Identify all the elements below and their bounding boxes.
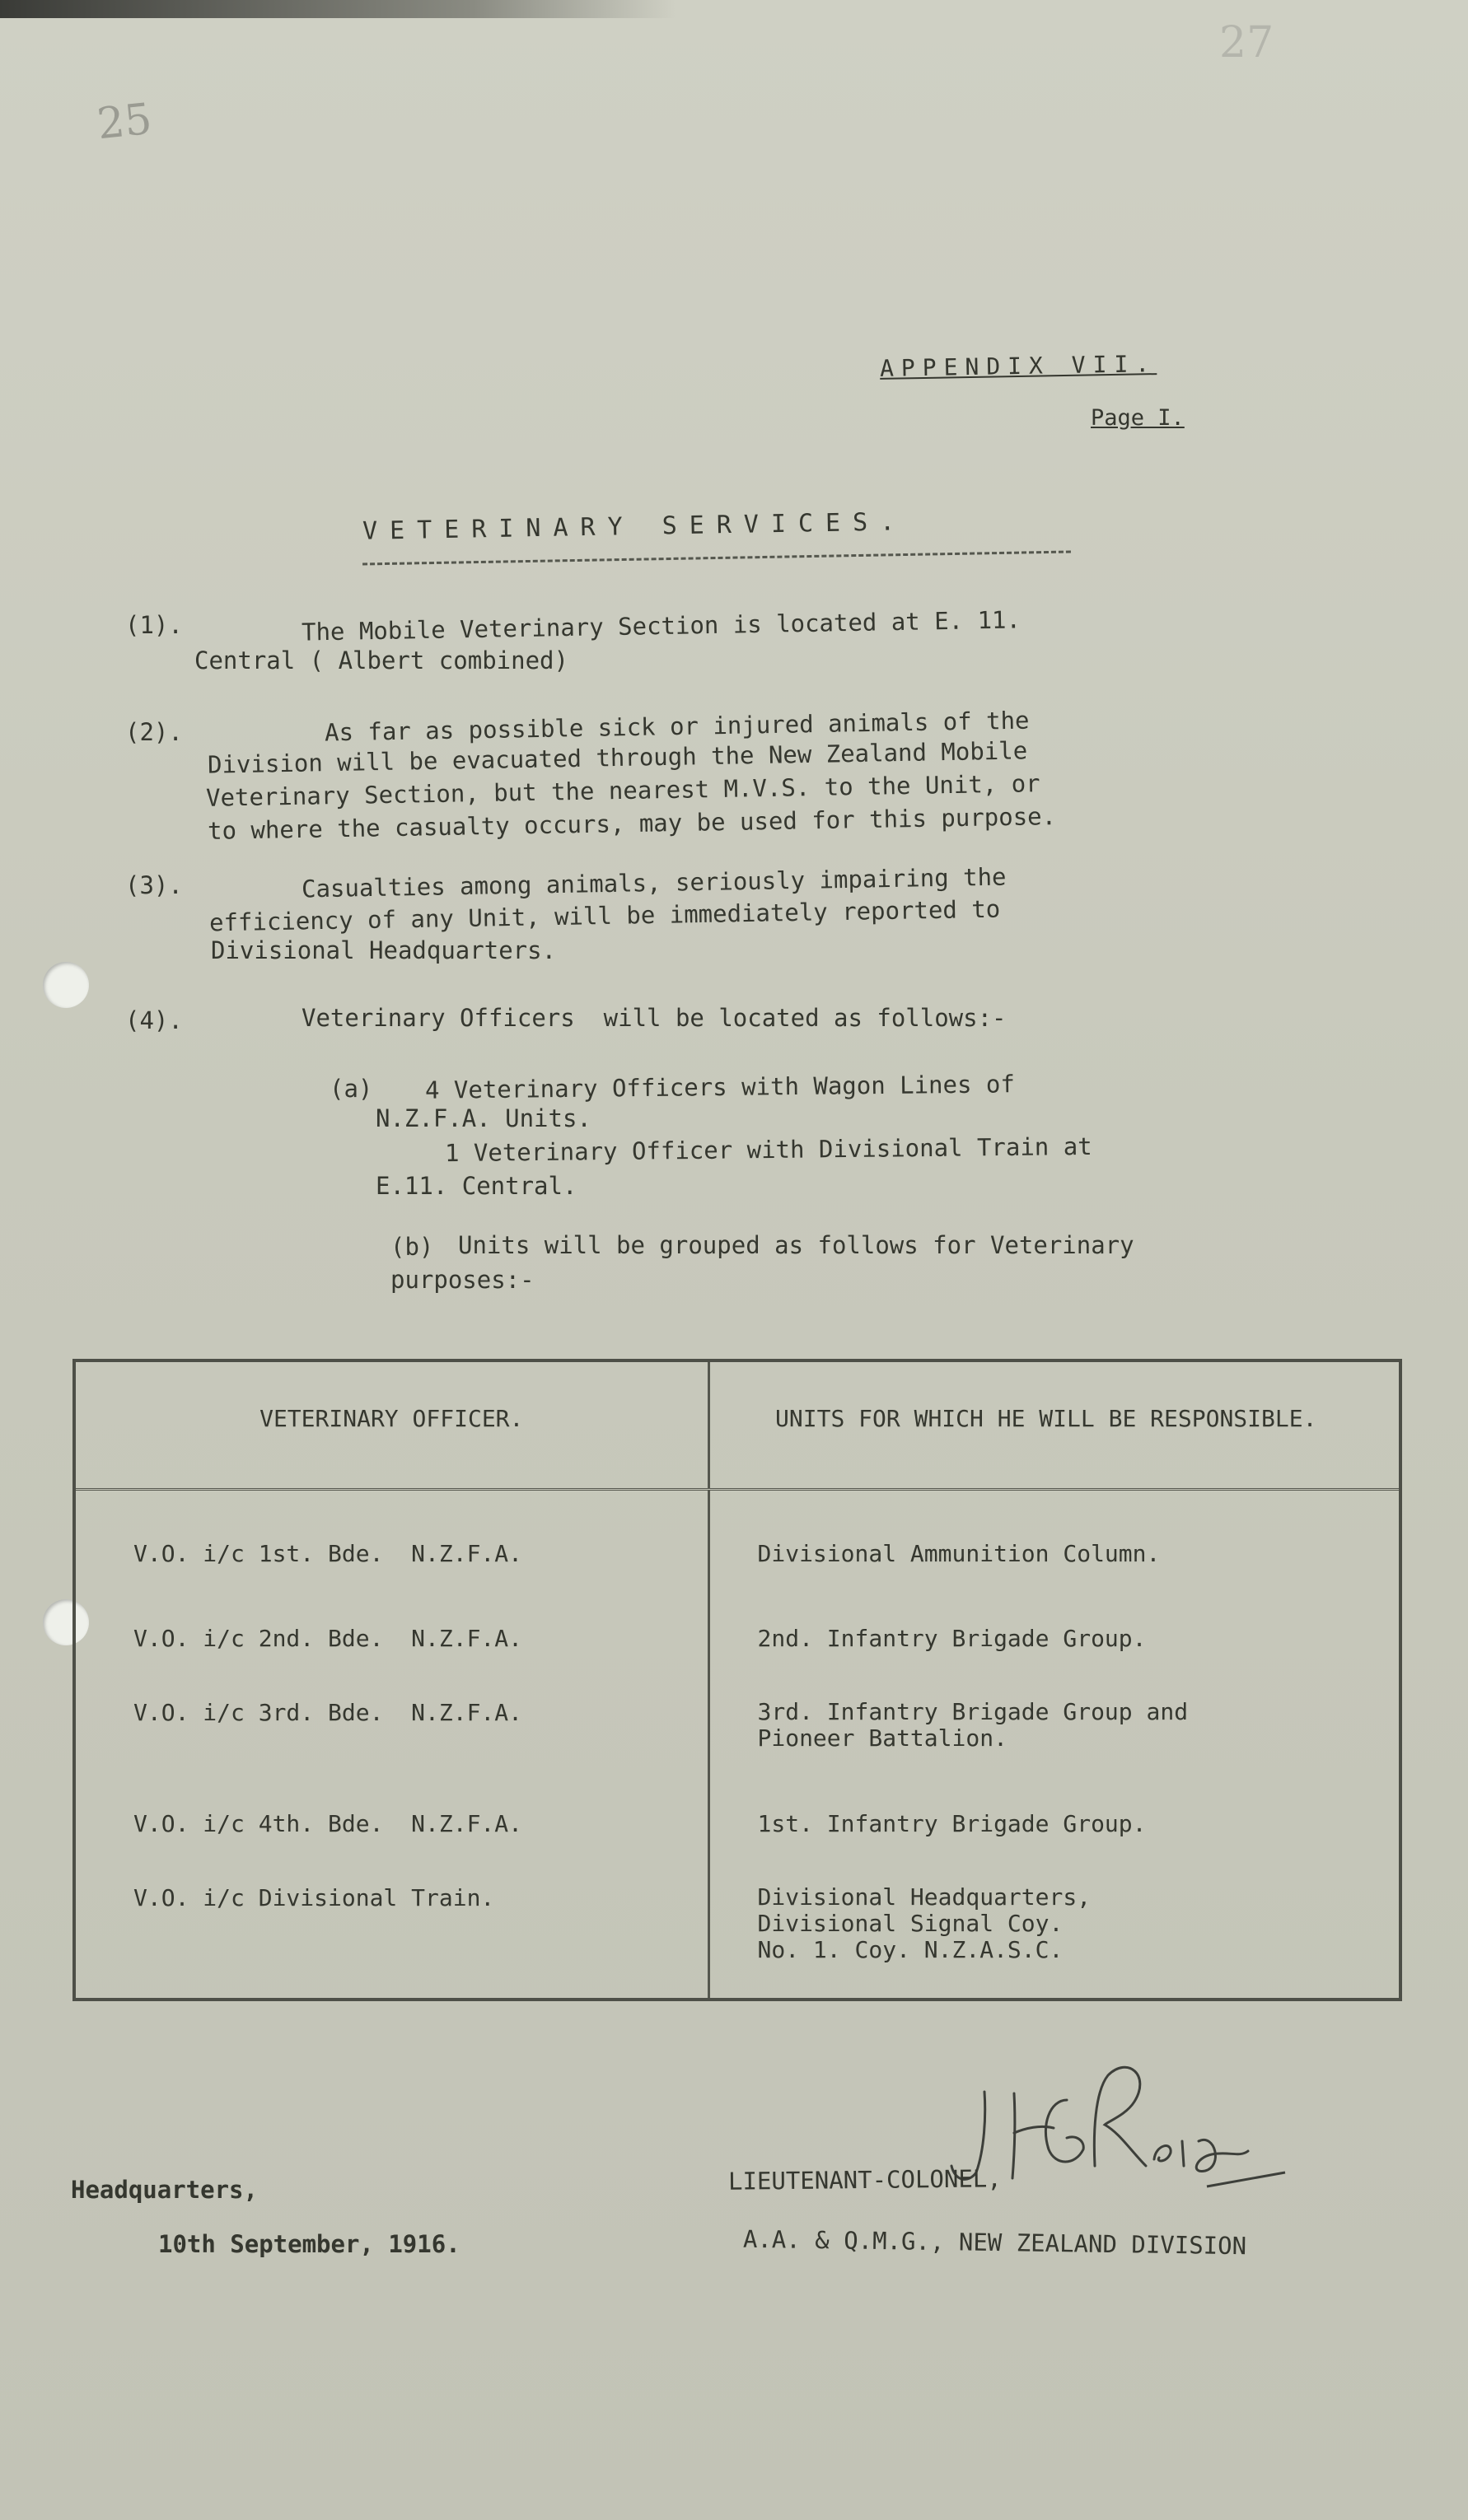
signature-appointment: A.A. & Q.M.G., NEW ZEALAND DIVISION xyxy=(742,2224,1247,2261)
paragraph-line: Divisional Headquarters. xyxy=(211,936,557,964)
table-cell-officer: V.O. i/c 3rd. Bde. N.Z.F.A. xyxy=(74,1674,708,1785)
paragraph-line: Casualties among animals, seriously impairing the xyxy=(301,862,1007,903)
paragraph-line: to where the casualty occurs, may be used for this purpose. xyxy=(207,802,1057,845)
paragraph-number: (3). xyxy=(125,871,183,899)
paragraph-line: Division will be evacuated through the New Zealand Mobile xyxy=(207,736,1028,779)
table-row xyxy=(74,1860,1400,2000)
table-cell-officer: V.O. i/c 1st. Bde. N.Z.F.A. xyxy=(74,1489,708,1600)
title-underline xyxy=(362,550,1071,565)
punch-hole xyxy=(43,962,89,1008)
table-cell-units: 2nd. Infantry Brigade Group. xyxy=(708,1600,1400,1674)
table-row xyxy=(74,1600,1400,1674)
table-header-officer: VETERINARY OFFICER. xyxy=(74,1360,708,1489)
subparagraph-label: (b) xyxy=(390,1233,434,1261)
table-cell-units: Divisional Headquarters, Divisional Signal Coy. No. 1. Coy. N.Z.A.S.C. xyxy=(708,1860,1400,2000)
paragraph-line: Veterinary Section, but the nearest M.V.S. to the Unit, or xyxy=(205,769,1040,812)
table-row xyxy=(74,1785,1400,1860)
footer-place: Headquarters, xyxy=(71,2176,258,2204)
veterinary-officer-table xyxy=(72,1359,1402,2001)
table-row xyxy=(74,1674,1400,1785)
table-cell-units: 1st. Infantry Brigade Group. xyxy=(708,1785,1400,1860)
paragraph-line: Veterinary Officers will be located as follows:- xyxy=(302,1004,1007,1032)
paragraph-number: (4). xyxy=(125,1006,183,1034)
subparagraph-line: 4 Veterinary Officers with Wagon Lines of xyxy=(424,1070,1016,1104)
subparagraph-line: purposes:- xyxy=(390,1266,535,1294)
signature-rank: LIEUTENANT-COLONEL, xyxy=(727,2164,1002,2196)
paragraph-number: (1). xyxy=(125,611,183,639)
table-cell-officer: V.O. i/c 2nd. Bde. N.Z.F.A. xyxy=(74,1600,708,1674)
subparagraph-line: E.11. Central. xyxy=(376,1172,577,1200)
subparagraph-line: 1 Veterinary Officer with Divisional Train at xyxy=(444,1132,1092,1168)
subparagraph-line: N.Z.F.A. Units. xyxy=(376,1104,591,1132)
folio-number-right: 27 xyxy=(1219,18,1274,68)
table-row xyxy=(74,1489,1400,1600)
paragraph-line: efficiency of any Unit, will be immediately reported to xyxy=(208,894,1001,937)
page-title: VETERINARY SERVICES. xyxy=(362,507,908,546)
table-cell-units: 3rd. Infantry Brigade Group and Pioneer Battalion. xyxy=(708,1674,1400,1785)
subparagraph-label: (a) xyxy=(330,1075,373,1103)
paragraph-line: Central ( Albert combined) xyxy=(194,646,568,674)
footer-date: 10th September, 1916. xyxy=(158,2230,461,2258)
table-cell-units: Divisional Ammunition Column. xyxy=(708,1489,1400,1600)
paragraph-line: The Mobile Veterinary Section is located at E. 11. xyxy=(301,605,1022,646)
appendix-heading: APPENDIX VII. xyxy=(879,350,1157,382)
paragraph-line: As far as possible sick or injured animals of the xyxy=(324,706,1030,747)
page-number: Page I. xyxy=(1091,405,1185,431)
subparagraph-line: Units will be grouped as follows for Veterinary xyxy=(458,1231,1134,1259)
table-cell-officer: V.O. i/c 4th. Bde. N.Z.F.A. xyxy=(74,1785,708,1860)
folio-number-left: 25 xyxy=(95,94,155,150)
page-top-edge-shadow xyxy=(0,0,676,18)
table-cell-officer: V.O. i/c Divisional Train. xyxy=(74,1860,708,2000)
table-header-units: UNITS FOR WHICH HE WILL BE RESPONSIBLE. xyxy=(708,1360,1400,1489)
paragraph-number: (2). xyxy=(125,718,183,746)
